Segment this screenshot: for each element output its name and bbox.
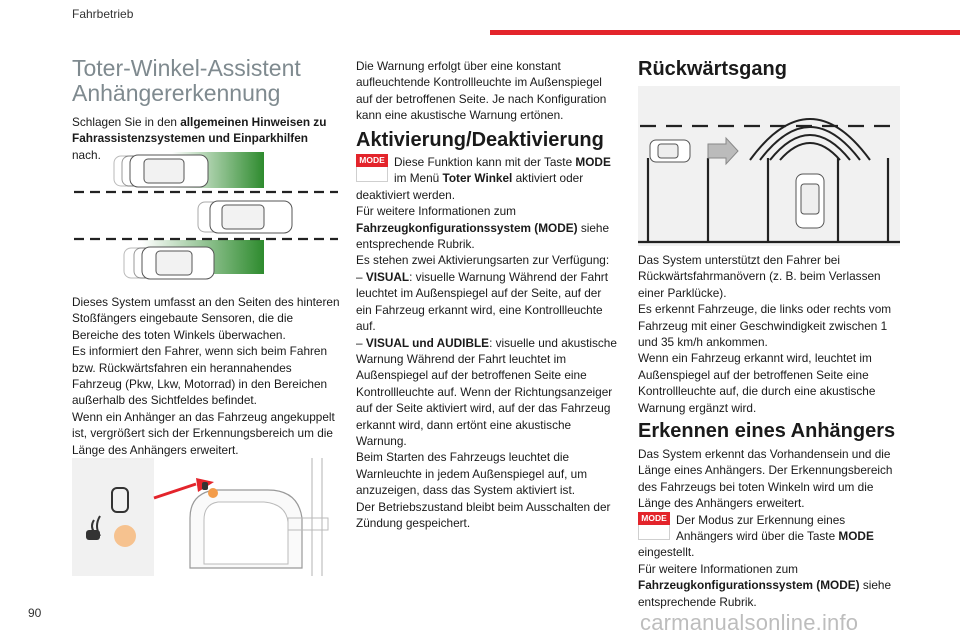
title-line-1: Toter-Winkel-Assistent — [72, 55, 301, 81]
mode-button-icon: MODE — [638, 512, 670, 541]
trailer-mode-instruction: MODE Der Modus zur Erkennung eines Anhängers wird über die Taste MODE eingestellt. — [638, 512, 874, 560]
middle-column — [356, 58, 620, 531]
mode-instruction: MODE Diese Funktion kann mit der Taste MODE im Menü Toter Winkel aktiviert oder deaktiviert werden. — [356, 155, 611, 202]
reversing-car-icon — [796, 174, 824, 228]
warning-light-icon — [114, 525, 136, 547]
page-number: 90 — [28, 606, 42, 620]
section-header: Fahrbetrieb — [72, 7, 134, 21]
title-line-2: Anhängererkennung — [72, 80, 281, 106]
warning-paragraph: Die Warnung erfolgt über eine konstant aufleuchtende Kontrollleuchte im Außenspiegel auf der betroffenen Seite. Je nach Konfiguration kann eine akustische Warnung ertönen. — [356, 59, 607, 123]
option-visual-audible: – VISUAL und AUDIBLE: visuelle und akustische Warnung Während der Fahrt leuchtet im Außenspiegel auf der betroffenen Seite eine Kontrollleuchte auf. Wenn der Richtungsanzeiger auf der Seite aktiviert wird, auf der das Fahrzeug erkannt wird, dann ertönt eine akustische Warnung. — [356, 335, 617, 448]
intro-paragraph: Schlagen Sie in den allgemeinen Hinweisen zu Fahrassistenzsystemen und Einparkhilfen nach. — [72, 115, 327, 162]
car-upper — [114, 155, 208, 187]
car-middle — [198, 201, 292, 233]
trailer-section — [638, 446, 900, 610]
watermark: carmanualsonline.info — [640, 610, 859, 635]
reverse-illustration — [638, 86, 900, 246]
blind-spot-illustration — [72, 150, 340, 282]
reverse-info-3: Wenn ein Fahrzeug erkannt wird, leuchtet im Außenspiegel auf der betroffenen Seite eine Kontrollleuchte auf, die durch eine akustische Warnung ergänzt wird. — [638, 351, 876, 415]
reverse-heading: Rückwärtsgang — [638, 58, 787, 80]
approaching-car-icon — [650, 140, 690, 162]
mode-button-icon: MODE — [356, 154, 388, 183]
reverse-info-2: Es erkennt Fahrzeuge, die links oder rechts vom Fahrzeug mit einer Geschwindigkeit zwischen 1 und 35 km/h ankommen. — [638, 302, 892, 350]
reverse-info-1: Das System unterstützt den Fahrer bei Rückwärtsfahrmanövern (z. B. beim Verlassen einer Parklücke). — [638, 253, 881, 300]
option-visual: – VISUAL: visuelle Warnung Während der Fahrt leuchtet im Außenspiegel auf der Seite, auf der ein Fahrzeug erkannt wird, eine Kontrollleuchte auf. — [356, 269, 608, 334]
trailer-heading: Erkennen eines Anhängers — [638, 420, 896, 442]
left-column-body — [72, 294, 340, 458]
description-paragraph: Dieses System umfasst an den Seiten des hinteren Stoßfängers eingebaute Sensoren, die die Bereiche des toten Winkels überwachen. Es informiert den Fahrer, wenn sich beim Fahren bzw. Rückwärtsfahren ein herannahendes Fahrzeug (Pkw, Lkw, Motorrad) in den Bereichen außerhalb des Sichtfeldes befindet. Wenn ein Anhänger an das Fahrzeug angekuppelt ist, vergrößert sich der Erkennungsbereich um die Länge des Anhängers erweitert. — [72, 295, 340, 457]
activation-types: Es stehen zwei Aktivierungsarten zur Verfügung: — [356, 253, 610, 268]
mirror-indicator-illustration — [72, 458, 330, 576]
info-reference: Für weitere Informationen zum Fahrzeugkonfigurationssystem (MODE) siehe entsprechende Rubrik. — [356, 204, 610, 252]
header-accent-bar — [490, 30, 960, 35]
activation-heading: Aktivierung/Deaktivierung — [356, 128, 604, 151]
state-info: Der Betriebszustand bleibt beim Ausschalten der Zündung gespeichert. — [356, 499, 611, 530]
car-lower — [124, 247, 214, 279]
section-title — [72, 56, 340, 106]
right-column — [638, 252, 900, 416]
start-info: Beim Starten des Fahrzeugs leuchtet die Warnleuchte in jedem Außenspiegel auf, um anzuzeigen, dass das System aktiviert ist. — [356, 450, 588, 498]
trailer-info: Das System erkennt das Vorhandensein und die Länge eines Anhängers. Der Erkennungsbereich des Fahrzeugs bei toten Winkeln wird um die Länge des Anhängers erweitert. — [638, 447, 893, 511]
trailer-info-reference: Für weitere Informationen zum Fahrzeugkonfigurationssystem (MODE) siehe entsprechende Rubrik. — [638, 561, 892, 609]
